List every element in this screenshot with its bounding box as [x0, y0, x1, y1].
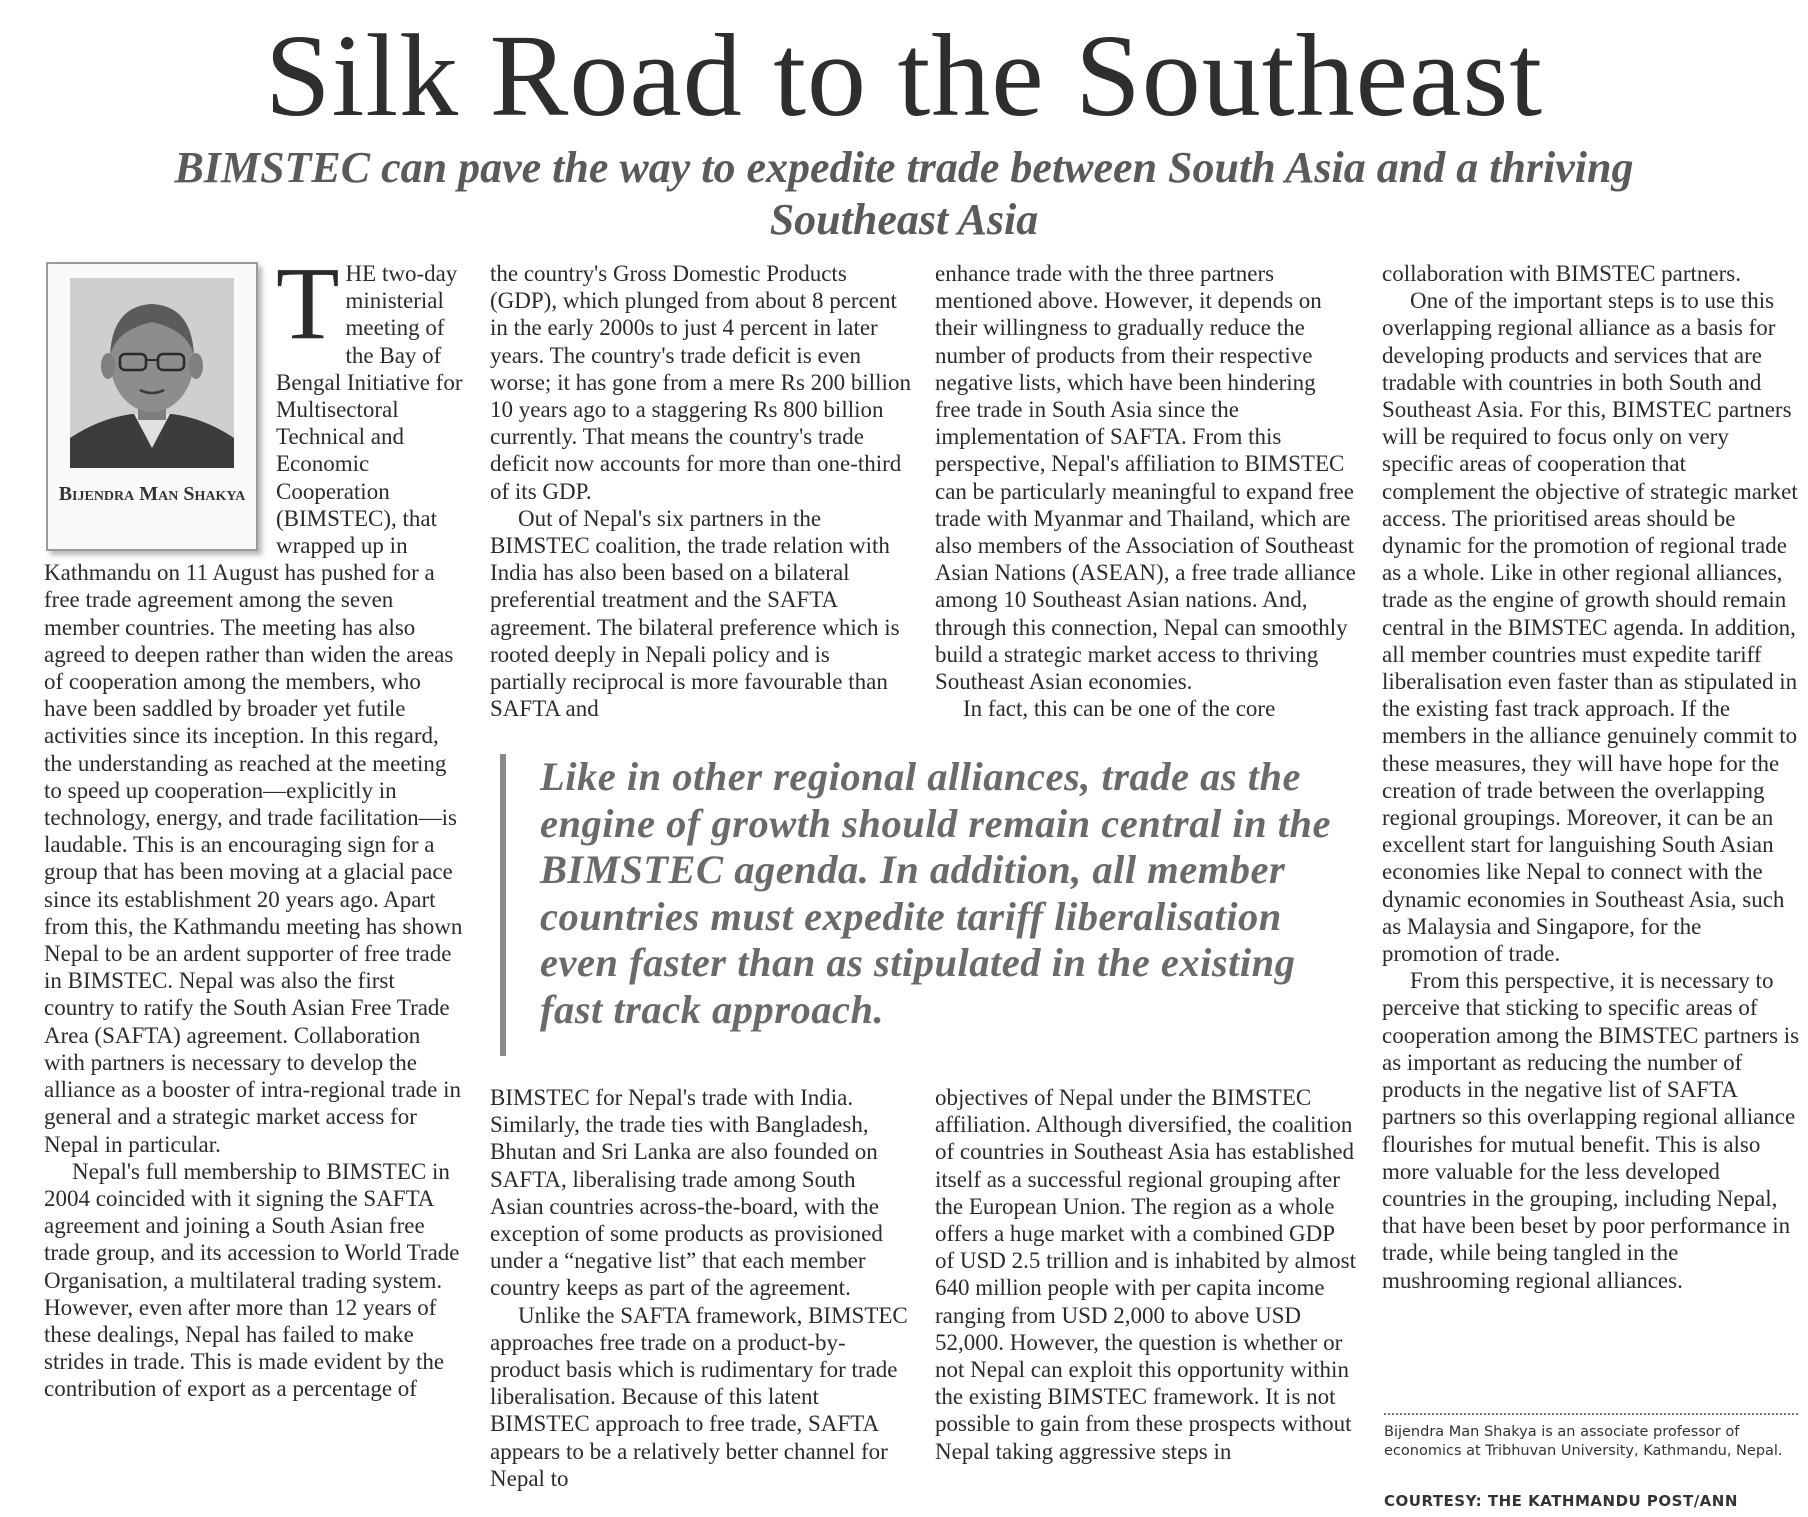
courtesy-credit: COURTESY: THE KATHMANDU POST/ANN	[1384, 1492, 1738, 1510]
author-photo-box	[46, 262, 258, 551]
column-2-top	[490, 260, 912, 748]
paragraph: From this perspective, it is necessary to perceive that sticking to specific areas of cooperation among the BIMSTEC partners is as important as reducing the number of products in the negative list of SAFTA partners so this overlapping regional alliance flourishes for mutual benefit. This is also more valuable for the less developed countries in the grouping, including Nepal, that have been beset by poor performance in trade, while being tangled in the mushrooming regional alliances.	[1382, 968, 1800, 1293]
author-note: Bijendra Man Shakya is an associate professor of economics at Tribhuvan University, Kathmandu, Nepal.	[1384, 1424, 1783, 1459]
paragraph: Unlike the SAFTA framework, BIMSTEC approaches free trade on a product-by-product basis which is rudimentary for trade liberalisation. Because of this latent BIMSTEC approach to free trade, SAFTA appears to be a relatively better channel for Nepal to	[490, 1302, 908, 1491]
paragraph: Nepal's full membership to BIMSTEC in 2004 coincided with it signing the SAFTA agreement and joining a South Asian free trade group, and its accession to World Trade Organisation, a multilateral trading system. However, even after more than 12 years of these dealings, Nepal has failed to make strides in trade. This is made evident by the contribution of export as a percentage of	[44, 1158, 460, 1402]
paragraph: enhance trade with the three partners mentioned above. However, it depends on their willingness to gradually reduce the number of products from their respective negative lists, which have been hindering free trade in South Asia since the implementation of SAFTA. From this perspective, Nepal's affiliation to BIMSTEC can be particularly meaningful to expand free trade with Myanmar and Thailand, which are also members of the Association of Southeast Asian Nations (ASEAN), a free trade alliance among 10 Southeast Asian nations. And, through this connection, Nepal can smoothly build a strategic market access to thriving Southeast Asian economies.	[935, 261, 1356, 695]
pull-quote-text: Like in other regional alliances, trade as the engine of growth should remain central in the BIMSTEC agenda. In addition, all member countries must expedite tariff liberalisation even faster than as stipulated in the existing fast track approach.	[540, 754, 1332, 1032]
paragraph: collaboration with BIMSTEC partners.	[1382, 261, 1741, 286]
pull-quote	[500, 754, 1366, 1056]
paragraph: objectives of Nepal under the BIMSTEC affiliation. Although diversified, the coalition of countries in Southeast Asia has established itself as a successful regional grouping after the European Union. The region as a whole offers a huge market with a combined GDP of USD 2.5 trillion and is inhabited by almost 640 million people with per capita income ranging from USD 2,000 to above USD 52,000. However, the question is whether or not Nepal can exploit this opportunity within the existing BIMSTEC framework. It is not possible to gain from these prospects without Nepal taking aggressive steps in	[935, 1085, 1356, 1464]
dropcap: T	[276, 260, 340, 361]
author-portrait-image	[70, 278, 234, 468]
column-2-bottom	[490, 1084, 912, 1517]
column-3-bottom	[935, 1084, 1357, 1517]
paragraph: Out of Nepal's six partners in the BIMSTEC coalition, the trade relation with India has also been based on a bilateral preferential treatment and the SAFTA agreement. The bilateral preference which is rooted deeply in Nepali policy and is partially reciprocal is more favourable than SAFTA and	[490, 505, 900, 722]
paragraph: In fact, this can be one of the core	[963, 696, 1276, 722]
column-3-top	[935, 260, 1357, 748]
author-photo	[70, 278, 234, 468]
author-byline: Bijendra Man Shakya	[58, 483, 246, 505]
intro-text: HE two-day ministerial meeting of the Bay of Bengal Initiative for Multisectoral Technical and Economic Cooperation (BIMSTEC), that wrapped up in Kathmandu on 11 August has pushed for a free trade agreement among the seven member countries. The meeting has also agreed to deepen rather than widen the areas of cooperation among the members, who have been saddled by broader yet futile activities since its inception. In this regard, the understanding as reached at the meeting to speed up cooperation—explicitly in technology, energy, and trade facilitation—is laudable. This is an encouraging sign for a group that has been moving at a glacial pace since its establishment 20 years ago. Apart from this, the Kathmandu meeting has shown Nepal to be an ardent supporter of free trade in BIMSTEC. Nepal was also the first country to ratify the South Asian Free Trade Area (SAFTA) agreement. Collaboration with partners is necessary to develop the alliance as a booster of intra-regional trade in general and a strategic market access for Nepal in particular.	[44, 261, 463, 1157]
footnote-divider	[1384, 1413, 1798, 1415]
paragraph: the country's Gross Domestic Products (GDP), which plunged from about 8 percent in the early 2000s to just 4 percent in later years. The country's trade deficit is even worse; it has gone from a mere Rs 200 billion 10 years ago to a staggering Rs 800 billion currently. That means the country's trade deficit now accounts for more than one-third of its GDP.	[490, 261, 911, 504]
paragraph: BIMSTEC for Nepal's trade with India. Similarly, the trade ties with Bangladesh, Bhutan and Sri Lanka are also founded on SAFTA, liberalising trade among South Asian countries across-the-board, with the exception of some products as provisioned under a “negative list” that each member country keeps as part of the agreement.	[490, 1085, 883, 1301]
paragraph: One of the important steps is to use this overlapping regional alliance as a basis for developing products and services that are tradable with countries in both South and Southeast Asia. For this, BIMSTEC partners will be required to focus only on very specific areas of cooperation that complement the objective of strategic market access. The prioritised areas should be dynamic for the promotion of regional trade as a whole. Like in other regional alliances, trade as the engine of growth should remain central in the BIMSTEC agenda. In addition, all member countries must expedite tariff liberalisation even faster than as stipulated in the existing fast track approach. If the members in the alliance genuinely commit to these measures, they will have hope for the creation of trade between the overlapping regional groupings. Moreover, it can be an excellent start for languishing South Asian economies like Nepal to connect with the dynamic economies in Southeast Asia, such as Malaysia and Singapore, for the promotion of trade.	[1382, 288, 1798, 967]
subheadline: BIMSTEC can pave the way to expedite trade between South Asia and a thriving Southeast Asia	[174, 143, 1634, 244]
column-4	[1382, 260, 1800, 1408]
headline: Silk Road to the Southeast	[264, 10, 1544, 141]
